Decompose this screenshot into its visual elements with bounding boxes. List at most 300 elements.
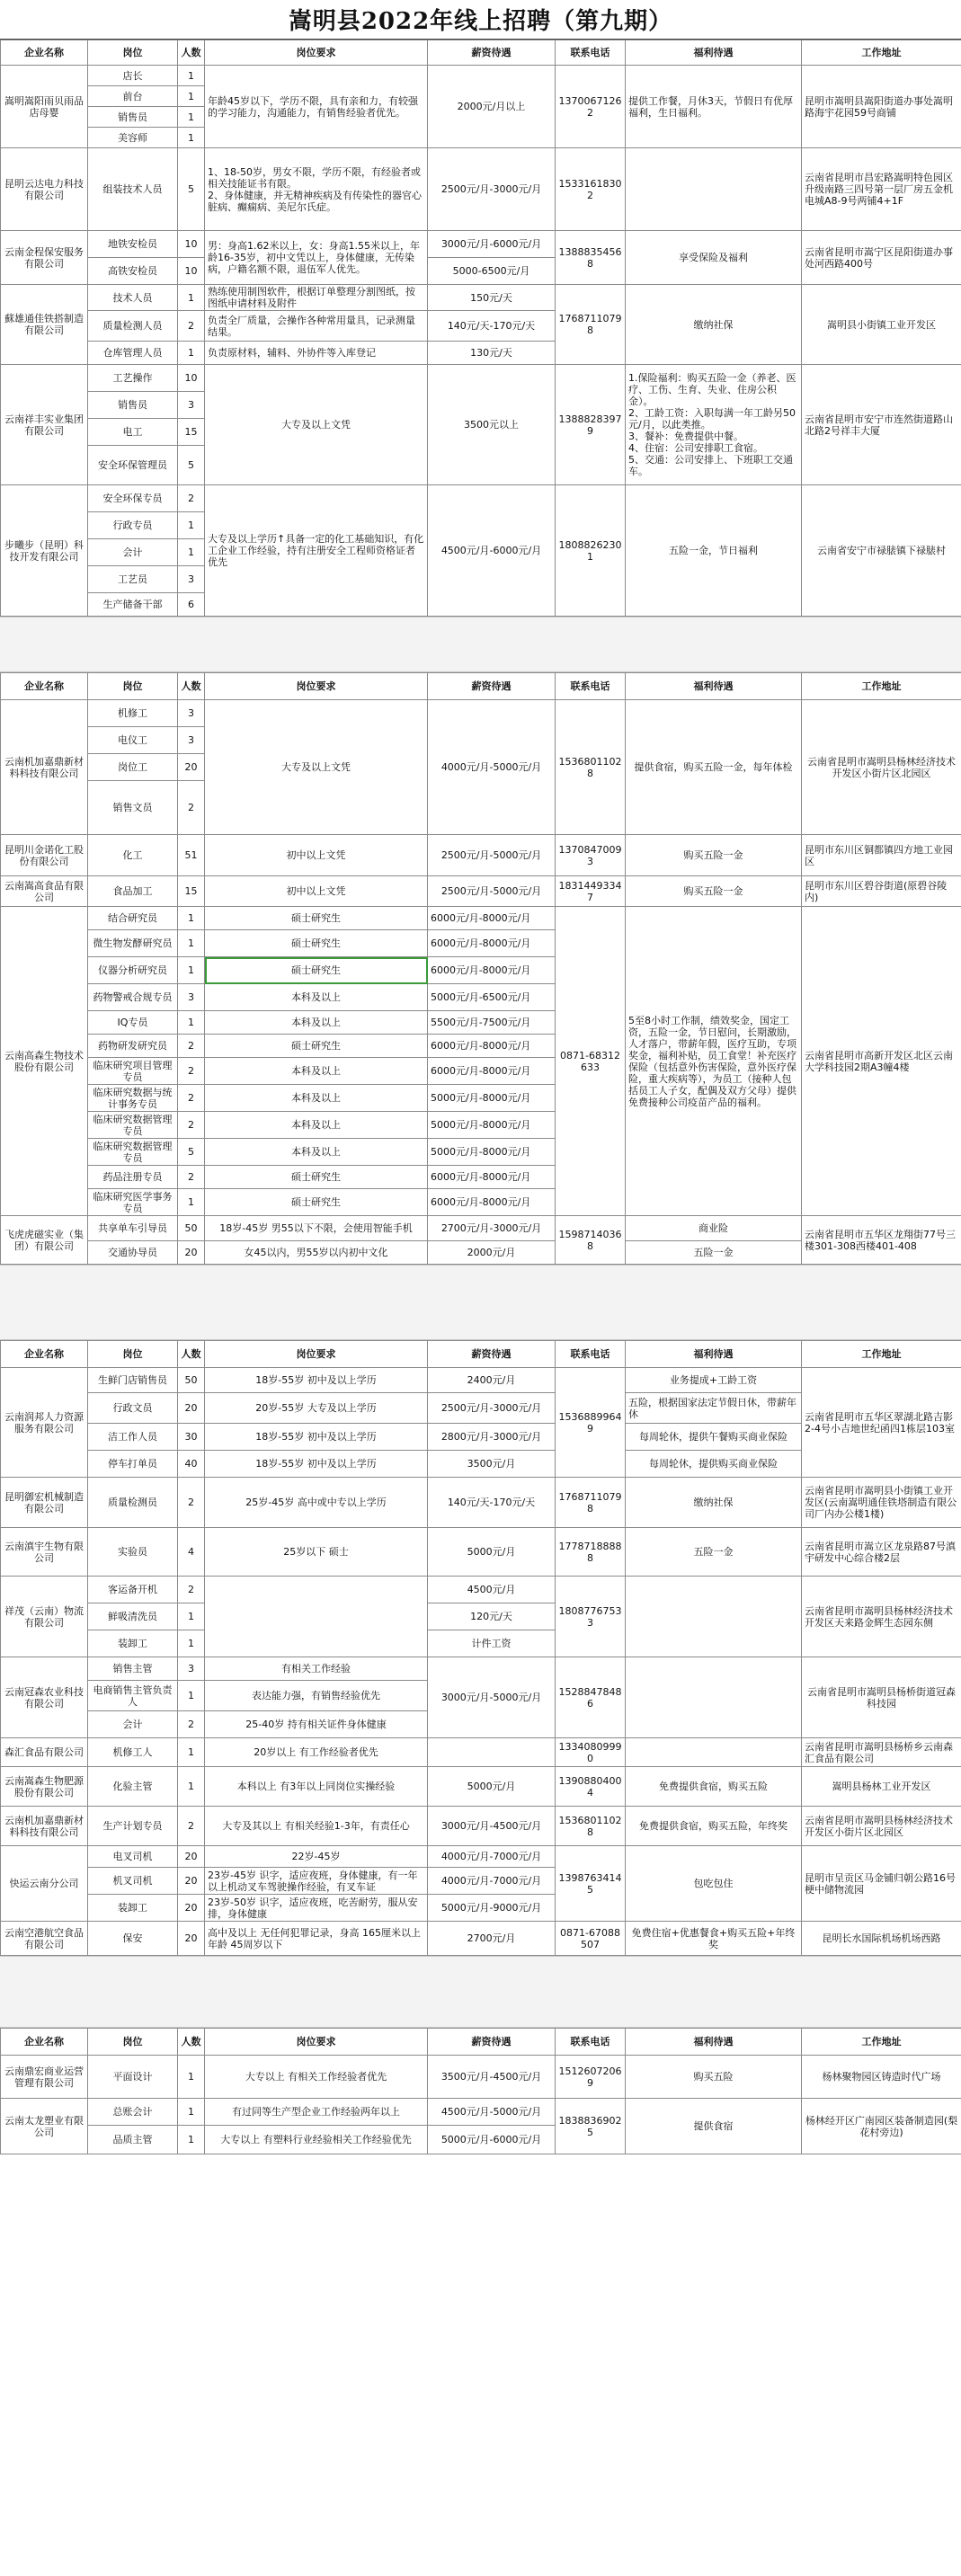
headcount: 1 — [178, 86, 205, 107]
col-header: 岗位要求 — [205, 1341, 428, 1368]
salary: 140元/天-170元/天 — [428, 311, 556, 342]
salary: 5000元/月-8000元/月 — [428, 1112, 556, 1139]
company-name: 云南空港航空食品有限公司 — [1, 1922, 88, 1956]
position: 安全环保管理员 — [88, 446, 178, 485]
position: 药物警戒合规专员 — [88, 984, 178, 1011]
requirements: 硕士研究生 — [205, 1166, 428, 1189]
position: 共享单车引导员 — [88, 1216, 178, 1241]
position: 生产计划专员 — [88, 1807, 178, 1846]
salary: 130元/天 — [428, 342, 556, 365]
position: 微生物发酵研究员 — [88, 930, 178, 957]
requirements: 男：身高1.62米以上，女：身高1.55米以上，年龄16-35岁，初中文凭以上，身体健康，无传染病，户籍名额不限，退伍军人优先。 — [205, 231, 428, 285]
table-row — [1, 1528, 961, 1577]
position: 临床研究数据与统计事务专员 — [88, 1085, 178, 1112]
col-header: 企业名称 — [1, 2029, 88, 2056]
requirements: 本科及以上 — [205, 984, 428, 1011]
address: 云南省昆明市嵩明县杨林经济技术开发区小街片区北园区 — [802, 1807, 961, 1846]
position: 化验主管 — [88, 1767, 178, 1807]
company-name: 云南机加嘉鼎新材料科技有限公司 — [1, 1807, 88, 1846]
table-row — [1, 231, 961, 258]
headcount: 2 — [178, 1085, 205, 1112]
headcount: 1 — [178, 1738, 205, 1767]
phone: 18087767533 — [556, 1577, 626, 1657]
position: 平面设计 — [88, 2056, 178, 2099]
requirements: 大专及其以上 有相关经验1-3年，有责任心 — [205, 1807, 428, 1846]
col-header: 联系电话 — [556, 673, 626, 700]
salary: 4000元/月-7000元/月 — [428, 1846, 556, 1868]
headcount: 10 — [178, 258, 205, 285]
headcount: 3 — [178, 727, 205, 754]
position: 临床研究医学事务专员 — [88, 1189, 178, 1216]
address: 云南省昆明市昌宏路嵩明特色园区升级南路三四号第一层厂房五金机电城A8-9号两铺4+1F — [802, 148, 961, 231]
salary: 2000元/月 — [428, 1241, 556, 1265]
headcount: 1 — [178, 539, 205, 566]
address: 昆明市东川区碧谷街道(原碧谷陵内) — [802, 876, 961, 907]
requirements: 本科及以上 — [205, 1011, 428, 1035]
salary: 4500元/月-5000元/月 — [428, 2099, 556, 2126]
welfare: 提供食宿，购买五险一金，每年体检 — [626, 700, 802, 835]
position: 质量检测员 — [88, 1478, 178, 1528]
welfare: 业务提成+工龄工资 — [626, 1368, 802, 1393]
position: 组装技术人员 — [88, 148, 178, 231]
company-name: 昆明御宏机械制造有限公司 — [1, 1478, 88, 1528]
requirements: 25岁-45岁 高中或中专以上学历 — [205, 1478, 428, 1528]
position: 工艺操作 — [88, 365, 178, 392]
salary: 2700元/月-3000元/月 — [428, 1216, 556, 1241]
salary: 3000元/月-6000元/月 — [428, 231, 556, 258]
requirements: 大专及以上学历↑具备一定的化工基础知识，有化工企业工作经验，持有注册安全工程师资格证者优先 — [205, 485, 428, 617]
col-header: 工作地址 — [802, 40, 961, 66]
headcount: 2 — [178, 1035, 205, 1058]
headcount: 2 — [178, 1577, 205, 1603]
requirements: 负责全厂质量，会操作各种常用量具，记录测量结果。 — [205, 311, 428, 342]
salary: 4500元/月-6000元/月 — [428, 485, 556, 617]
page-title: 嵩明县2022年线上招聘（第九期） — [0, 0, 961, 40]
phone: 13908804004 — [556, 1767, 626, 1807]
welfare: 免费提供食宿，购买五险 — [626, 1767, 802, 1807]
requirements: 18岁-45岁 男55以下不限，会使用智能手机 — [205, 1216, 428, 1241]
header-row — [1, 673, 961, 700]
requirements-selected-cell[interactable]: 硕士研究生 — [205, 957, 428, 984]
requirements: 年龄45岁以下，学历不限，具有亲和力，有较强的学习能力，沟通能力，有销售经验者优先。 — [205, 66, 428, 148]
position: 化工 — [88, 835, 178, 876]
company-name: 云南鼎宏商业运营管理有限公司 — [1, 2056, 88, 2099]
phone: 18314493347 — [556, 876, 626, 907]
requirements: 20岁-55岁 大专及以上学历 — [205, 1393, 428, 1424]
salary: 2400元/月 — [428, 1368, 556, 1393]
company-name: 云南嵩高食品有限公司 — [1, 876, 88, 907]
requirements: 本科及以上 — [205, 1112, 428, 1139]
col-header: 岗位 — [88, 2029, 178, 2056]
headcount: 1 — [178, 1630, 205, 1657]
headcount: 1 — [178, 1767, 205, 1807]
headcount: 1 — [178, 512, 205, 539]
requirements: 20岁以上 有工作经验者优先 — [205, 1738, 428, 1767]
position: 生产储备干部 — [88, 593, 178, 617]
headcount: 1 — [178, 66, 205, 86]
col-header: 联系电话 — [556, 40, 626, 66]
headcount: 30 — [178, 1424, 205, 1451]
col-header: 工作地址 — [802, 673, 961, 700]
address: 云南省昆明市嵩明县杨桥街道冠森科技园 — [802, 1657, 961, 1738]
headcount: 1 — [178, 2099, 205, 2126]
requirements: 18岁-55岁 初中及以上学历 — [205, 1368, 428, 1393]
headcount: 2 — [178, 1478, 205, 1528]
salary: 5500元/月-7500元/月 — [428, 1011, 556, 1035]
recruitment-table-2 — [0, 672, 961, 1265]
headcount: 2 — [178, 1166, 205, 1189]
section-2 — [0, 672, 961, 1265]
col-header: 岗位 — [88, 673, 178, 700]
address: 云南省昆明市五华区龙翔街77号三楼301-308西楼401-408 — [802, 1216, 961, 1265]
col-header: 岗位 — [88, 40, 178, 66]
welfare: 五险一金 — [626, 1241, 802, 1265]
company-name: 云南祥丰实业集团有限公司 — [1, 365, 88, 485]
address: 云南省安宁市禄脿镇下禄脿村 — [802, 485, 961, 617]
position: 装卸工 — [88, 1895, 178, 1922]
position: 销售文员 — [88, 781, 178, 835]
company-name: 飞虎虎磁实业（集团）有限公司 — [1, 1216, 88, 1265]
requirements: 硕士研究生 — [205, 1035, 428, 1058]
address: 云南省昆明市嵩明县杨林经济技术开发区天来路金辉生态园东侧 — [802, 1577, 961, 1657]
headcount: 10 — [178, 231, 205, 258]
table-row — [1, 700, 961, 727]
table-row — [1, 1368, 961, 1393]
position: 店长 — [88, 66, 178, 86]
company-name: 云南机加嘉鼎新材料科技有限公司 — [1, 700, 88, 835]
company-name: 嵩明嵩阳雨贝雨品店母婴 — [1, 66, 88, 148]
table-row — [1, 285, 961, 311]
position: 仓库管理人员 — [88, 342, 178, 365]
welfare: 购买五险一金 — [626, 876, 802, 907]
position: 岗位工 — [88, 754, 178, 781]
salary: 2700元/月 — [428, 1922, 556, 1956]
section-gap — [0, 1956, 961, 2028]
header-row — [1, 1341, 961, 1368]
headcount: 3 — [178, 1657, 205, 1681]
table-row — [1, 1846, 961, 1868]
table-row — [1, 1216, 961, 1241]
welfare: 提供食宿 — [626, 2099, 802, 2154]
welfare: 5至8小时工作制，绩效奖金，国定工资，五险一金，节日慰问，长期激励，人才落户，带薪年假，医疗互助，专项奖金，福利补贴，员工食堂！补充医疗保险（包括意外伤害保险，意外医疗保险，重大疾病等），为员工（接种人包括员工人子女，配偶及双方父母）提供免费接种公司疫苗产品的福利。 — [626, 907, 802, 1216]
requirements: 1、18-50岁，男女不限，学历不限，有经验者或相关技能证书有限。 2、身体健康，并无精神疾病及有传染性的器官心脏病、癫痫病、美尼尔氏症。 — [205, 148, 428, 231]
recruitment-table-3 — [0, 1340, 961, 1956]
table-row — [1, 2056, 961, 2099]
salary: 150元/天 — [428, 285, 556, 311]
position: 电工 — [88, 419, 178, 446]
requirements: 25-40岁 持有相关证件身体健康 — [205, 1711, 428, 1738]
position: 装卸工 — [88, 1630, 178, 1657]
requirements: 本科及以上 — [205, 1058, 428, 1085]
position: 生鲜门店销售员 — [88, 1368, 178, 1393]
position: 会计 — [88, 1711, 178, 1738]
address: 昆明市嵩明县嵩阳街道办事处嵩明路海宇花园59号商铺 — [802, 66, 961, 148]
address: 云南省昆明市嵩明县杨桥乡云南森汇食品有限公司 — [802, 1738, 961, 1767]
requirements: 23岁-50岁 识字，适应夜班，吃苦耐劳，服从安排，身体健康 — [205, 1895, 428, 1922]
position: 地铁安检员 — [88, 231, 178, 258]
salary: 5000元/月-8000元/月 — [428, 1139, 556, 1166]
salary: 2000元/月以上 — [428, 66, 556, 148]
col-header: 工作地址 — [802, 1341, 961, 1368]
headcount: 5 — [178, 1139, 205, 1166]
headcount: 1 — [178, 2126, 205, 2154]
headcount: 2 — [178, 311, 205, 342]
headcount: 15 — [178, 419, 205, 446]
position: 机叉司机 — [88, 1868, 178, 1895]
salary: 3000元/月-4500元/月 — [428, 1807, 556, 1846]
table-row — [1, 1577, 961, 1603]
requirements: 22岁-45岁 — [205, 1846, 428, 1868]
requirements: 18岁-55岁 初中及以上学历 — [205, 1451, 428, 1478]
headcount: 1 — [178, 1011, 205, 1035]
headcount: 51 — [178, 835, 205, 876]
headcount: 1 — [178, 1189, 205, 1216]
position: 总账会计 — [88, 2099, 178, 2126]
col-header: 人数 — [178, 673, 205, 700]
position: 行政文员 — [88, 1393, 178, 1424]
recruitment-table-4 — [0, 2028, 961, 2154]
col-header: 联系电话 — [556, 1341, 626, 1368]
headcount: 6 — [178, 593, 205, 617]
address: 嵩明县小街镇工业开发区 — [802, 285, 961, 365]
position: 会计 — [88, 539, 178, 566]
salary: 5000-6500元/月 — [428, 258, 556, 285]
company-name: 云南高森生物技术股份有限公司 — [1, 907, 88, 1216]
col-header: 岗位 — [88, 1341, 178, 1368]
position: 食品加工 — [88, 876, 178, 907]
headcount: 15 — [178, 876, 205, 907]
address: 昆明市呈贡区马金铺归朝公路16号梗中储物流园 — [802, 1846, 961, 1922]
welfare: 缴纳社保 — [626, 1478, 802, 1528]
address: 杨林聚物园区铸造时代广场 — [802, 2056, 961, 2099]
salary: 6000元/月-8000元/月 — [428, 1166, 556, 1189]
col-header: 人数 — [178, 1341, 205, 1368]
table-row — [1, 1807, 961, 1846]
position: 药品注册专员 — [88, 1166, 178, 1189]
col-header: 人数 — [178, 40, 205, 66]
col-header: 企业名称 — [1, 673, 88, 700]
position: 仪器分析研究员 — [88, 957, 178, 984]
address: 云南省昆明市嵩明县杨林经济技术开发区小街片区北园区 — [802, 700, 961, 835]
welfare: 商业险 — [626, 1216, 802, 1241]
col-header: 薪资待遇 — [428, 673, 556, 700]
headcount: 1 — [178, 957, 205, 984]
company-name: 云南金程保安服务有限公司 — [1, 231, 88, 285]
section-3 — [0, 1340, 961, 1956]
phone: 18088262301 — [556, 485, 626, 617]
welfare: 享受保险及福利 — [626, 231, 802, 285]
welfare: 每周轮休，提供购买商业保险 — [626, 1451, 802, 1478]
requirements: 硕士研究生 — [205, 930, 428, 957]
phone: 0871-68312633 — [556, 907, 626, 1216]
requirements: 初中以上文凭 — [205, 835, 428, 876]
salary: 5000元/月-6000元/月 — [428, 2126, 556, 2154]
table-row — [1, 876, 961, 907]
requirements: 有过同等生产型企业工作经验两年以上 — [205, 2099, 428, 2126]
headcount: 3 — [178, 566, 205, 593]
position: 保安 — [88, 1922, 178, 1956]
welfare: 免费住宿+优惠餐食+购买五险+年终奖 — [626, 1922, 802, 1956]
requirements: 硕士研究生 — [205, 907, 428, 930]
welfare: 五险一金 — [626, 1528, 802, 1577]
company-name: 蘇雄通佳铁搭制造有限公司 — [1, 285, 88, 365]
salary: 2500元/月-5000元/月 — [428, 876, 556, 907]
headcount: 20 — [178, 1922, 205, 1956]
position: 停车打单员 — [88, 1451, 178, 1478]
requirements: 女45以内，男55岁以内初中文化 — [205, 1241, 428, 1265]
salary: 2500元/月-3000元/月 — [428, 148, 556, 231]
headcount: 1 — [178, 1603, 205, 1630]
col-header: 岗位要求 — [205, 673, 428, 700]
headcount: 20 — [178, 1846, 205, 1868]
salary: 4000元/月-5000元/月 — [428, 700, 556, 835]
company-name: 步曦步（昆明）科技开发有限公司 — [1, 485, 88, 617]
salary: 4500元/月 — [428, 1577, 556, 1603]
position: 美容师 — [88, 128, 178, 148]
table-row — [1, 1767, 961, 1807]
position: 药物研发研究员 — [88, 1035, 178, 1058]
table-row — [1, 1922, 961, 1956]
requirements: 25岁以下 硕士 — [205, 1528, 428, 1577]
table-row — [1, 66, 961, 86]
salary: 6000元/月-8000元/月 — [428, 1189, 556, 1216]
headcount: 2 — [178, 485, 205, 512]
headcount: 50 — [178, 1216, 205, 1241]
phone: 17687110798 — [556, 285, 626, 365]
phone: 15368899649 — [556, 1368, 626, 1478]
requirements: 本科及以上 — [205, 1085, 428, 1112]
table-row — [1, 1738, 961, 1767]
headcount: 2 — [178, 1058, 205, 1085]
welfare: 五险，根据国家法定节假日休，带薪年休 — [626, 1393, 802, 1424]
salary: 6000元/月-8000元/月 — [428, 957, 556, 984]
welfare: 购买五险一金 — [626, 835, 802, 876]
position: 机修工人 — [88, 1738, 178, 1767]
salary: 5000元/月-9000元/月 — [428, 1895, 556, 1922]
requirements: 本科及以上 — [205, 1139, 428, 1166]
recruitment-table-1 — [0, 40, 961, 617]
table-row — [1, 485, 961, 512]
company-name: 云南太龙塑业有限公司 — [1, 2099, 88, 2154]
headcount: 20 — [178, 1895, 205, 1922]
salary: 3500元以上 — [428, 365, 556, 485]
requirements: 高中及以上 无任何犯罪记录，身高 165厘米以上年龄 45周岁以下 — [205, 1922, 428, 1956]
col-header: 企业名称 — [1, 1341, 88, 1368]
position: 销售员 — [88, 107, 178, 128]
welfare — [626, 148, 802, 231]
phone: 13888283979 — [556, 365, 626, 485]
phone: 15288478486 — [556, 1657, 626, 1738]
header-row — [1, 40, 961, 66]
position: 电仪工 — [88, 727, 178, 754]
phone: 17787188888 — [556, 1528, 626, 1577]
position: 销售主管 — [88, 1657, 178, 1681]
welfare: 提供工作餐，月休3天，节假日有优厚福利，生日福利。 — [626, 66, 802, 148]
col-header: 薪资待遇 — [428, 1341, 556, 1368]
position: 结合研究员 — [88, 907, 178, 930]
headcount: 50 — [178, 1368, 205, 1393]
headcount: 5 — [178, 446, 205, 485]
position: 电叉司机 — [88, 1846, 178, 1868]
position: 临床研究项目管理专员 — [88, 1058, 178, 1085]
address: 云南省昆明市高新开发区北区云南大学科技园2期A3幢4楼 — [802, 907, 961, 1216]
headcount: 2 — [178, 1711, 205, 1738]
address: 云南省昆明市嵩立区龙泉路87号滇宇研发中心综合楼2层 — [802, 1528, 961, 1577]
requirements: 负责原材料，辅料、外协件等入库登记 — [205, 342, 428, 365]
salary: 140元/天-170元/天 — [428, 1478, 556, 1528]
headcount: 3 — [178, 392, 205, 419]
welfare: 购买五险 — [626, 2056, 802, 2099]
col-header: 企业名称 — [1, 40, 88, 66]
phone: 15126072069 — [556, 2056, 626, 2099]
headcount: 4 — [178, 1528, 205, 1577]
company-name: 云南冠森农业科技有限公司 — [1, 1657, 88, 1738]
phone: 15331618302 — [556, 148, 626, 231]
table-row — [1, 2099, 961, 2126]
position: 技术人员 — [88, 285, 178, 311]
requirements: 硕士研究生 — [205, 1189, 428, 1216]
section-1 — [0, 40, 961, 617]
salary: 6000元/月-8000元/月 — [428, 1058, 556, 1085]
company-name: 云南滇宇生物有限公司 — [1, 1528, 88, 1577]
phone: 13340809990 — [556, 1738, 626, 1767]
headcount: 1 — [178, 107, 205, 128]
welfare: 缴纳社保 — [626, 285, 802, 365]
table-row — [1, 365, 961, 392]
phone: 13700671262 — [556, 66, 626, 148]
table-row — [1, 148, 961, 231]
headcount: 3 — [178, 984, 205, 1011]
col-header: 岗位要求 — [205, 40, 428, 66]
company-name: 昆明川金诺化工股份有限公司 — [1, 835, 88, 876]
company-name: 云南嵩森生物肥源股份有限公司 — [1, 1767, 88, 1807]
table-row — [1, 1478, 961, 1528]
position: 工艺员 — [88, 566, 178, 593]
requirements: 熟练使用制图软件，根据订单整理分割图纸，按图纸申请材料及附件 — [205, 285, 428, 311]
position: 机修工 — [88, 700, 178, 727]
address: 嵩明县杨林工业开发区 — [802, 1767, 961, 1807]
welfare — [626, 1738, 802, 1767]
headcount: 1 — [178, 930, 205, 957]
salary: 5000元/月-6500元/月 — [428, 984, 556, 1011]
salary: 6000元/月-8000元/月 — [428, 1035, 556, 1058]
company-name: 昆明云达电力科技有限公司 — [1, 148, 88, 231]
salary: 6000元/月-8000元/月 — [428, 930, 556, 957]
requirements: 大专以上 有相关工作经验者优先 — [205, 2056, 428, 2099]
requirements: 大专以上 有塑料行业经验相关工作经验优先 — [205, 2126, 428, 2154]
company-name: 快运云南分公司 — [1, 1846, 88, 1922]
salary: 计件工资 — [428, 1630, 556, 1657]
welfare: 每周轮休，提供午餐购买商业保险 — [626, 1424, 802, 1451]
phone: 15368011028 — [556, 700, 626, 835]
position: IQ专员 — [88, 1011, 178, 1035]
company-name: 祥茂（云南）物流有限公司 — [1, 1577, 88, 1657]
salary: 5000元/月 — [428, 1767, 556, 1807]
salary: 3000元/月-5000元/月 — [428, 1657, 556, 1738]
requirements — [205, 1577, 428, 1657]
col-header: 联系电话 — [556, 2029, 626, 2056]
welfare: 1.保险福利：购买五险一金（养老、医疗、工伤、生育、失业、住房公积金）。 2、工龄工资：入职每满一年工龄另50元/月，以此类推。 3、餐补：免费提供中餐。 4、住宿：公司安排职工食宿。 5、交通：公司安排上、下班职工交通车。 — [626, 365, 802, 485]
position: 客运备开机 — [88, 1577, 178, 1603]
salary: 4000元/月-7000元/月 — [428, 1868, 556, 1895]
col-header: 福利待遇 — [626, 2029, 802, 2056]
position: 行政专员 — [88, 512, 178, 539]
position: 电商销售主管负责人 — [88, 1681, 178, 1711]
requirements: 23岁-45岁 识字，适应夜班，身体健康，有一年以上机动叉车驾驶操作经验，有叉车证 — [205, 1868, 428, 1895]
phone: 15368011028 — [556, 1807, 626, 1846]
col-header: 人数 — [178, 2029, 205, 2056]
section-gap — [0, 1265, 961, 1340]
